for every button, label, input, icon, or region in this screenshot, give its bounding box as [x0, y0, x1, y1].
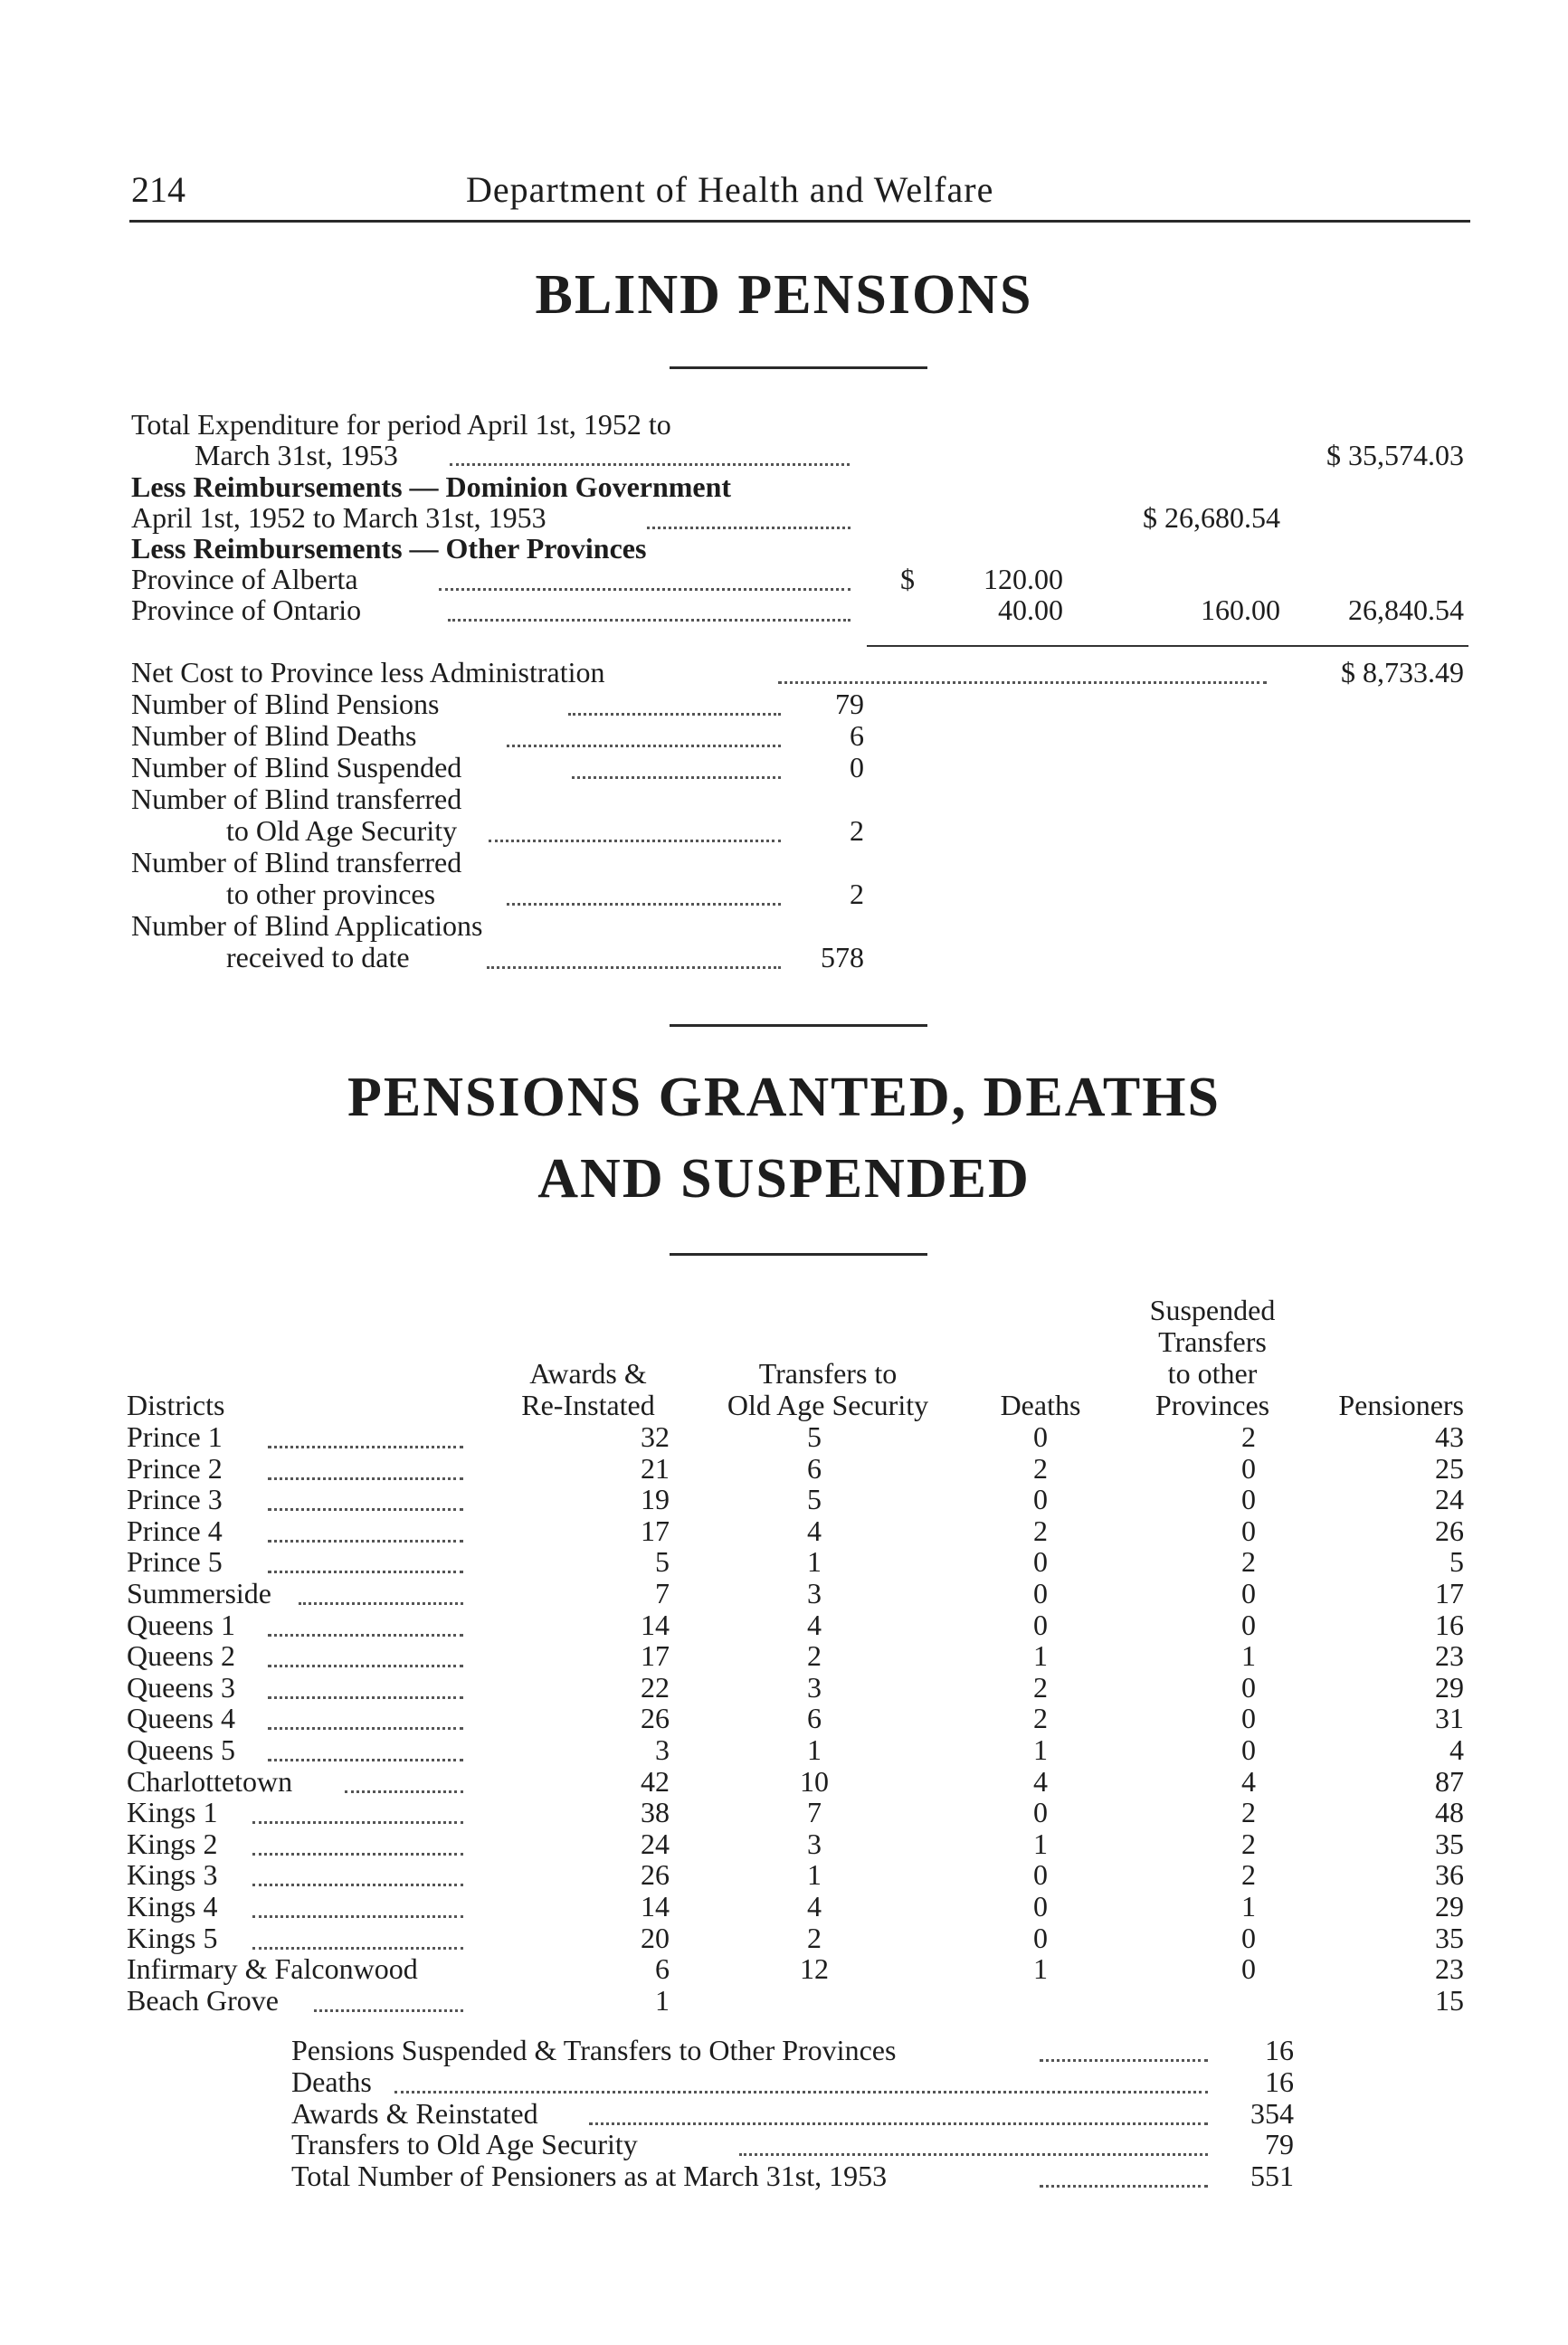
- district-name: Queens 1: [127, 1609, 235, 1641]
- cell-pensioners: 35: [1435, 1922, 1464, 1954]
- summary-value: 16: [1265, 2065, 1294, 2098]
- leader-dots: [507, 745, 781, 747]
- cell-suspended: 0: [1241, 1452, 1256, 1485]
- net-cost-label: Net Cost to Province less Administration: [131, 656, 605, 688]
- cell-deaths: 0: [1033, 1577, 1048, 1609]
- title-rule: [670, 366, 927, 369]
- leader-dots: [252, 1884, 463, 1886]
- col-suspended-l1: Suspended: [1149, 1294, 1276, 1326]
- col-suspended-l4: Provinces: [1155, 1389, 1270, 1421]
- cell-transfers: 1: [807, 1733, 822, 1766]
- page-number: 214: [131, 169, 185, 210]
- cell-transfers: 3: [807, 1577, 822, 1609]
- reimb-dominion-period: April 1st, 1952 to March 31st, 1953: [131, 501, 546, 534]
- cell-transfers: 3: [807, 1671, 822, 1704]
- stat-value: 2: [850, 878, 864, 910]
- net-cost-amount: $ 8,733.49: [1341, 656, 1464, 688]
- col-awards-l1: Awards &: [529, 1357, 647, 1390]
- district-name: Kings 4: [127, 1890, 218, 1923]
- section-title-blind-pensions: BLIND PENSIONS: [535, 264, 1033, 326]
- stat-label-cont: to other provinces: [226, 878, 436, 910]
- cell-pensioners: 26: [1435, 1514, 1464, 1547]
- cell-awards: 3: [655, 1733, 670, 1766]
- cell-deaths: 1: [1033, 1639, 1048, 1672]
- cell-suspended: 1: [1241, 1639, 1256, 1672]
- cell-transfers: 2: [807, 1922, 822, 1954]
- district-name: Charlottetown: [127, 1765, 293, 1798]
- cell-awards: 17: [641, 1639, 670, 1672]
- cell-awards: 14: [641, 1609, 670, 1641]
- col-transfers-l1: Transfers to: [758, 1357, 898, 1390]
- cell-suspended: 0: [1241, 1609, 1256, 1641]
- leader-dots: [394, 2091, 1208, 2093]
- cell-awards: 14: [641, 1890, 670, 1923]
- cell-awards: 32: [641, 1420, 670, 1453]
- summary-label: Transfers to Old Age Security: [291, 2128, 638, 2160]
- cell-pensioners: 16: [1435, 1609, 1464, 1641]
- cell-pensioners: 35: [1435, 1828, 1464, 1860]
- cell-transfers: 4: [807, 1609, 822, 1641]
- cell-transfers: 6: [807, 1702, 822, 1734]
- cell-deaths: 0: [1033, 1545, 1048, 1578]
- cell-pensioners: 29: [1435, 1671, 1464, 1704]
- summary-label: Deaths: [291, 2065, 372, 2098]
- stat-value: 6: [850, 719, 864, 752]
- leader-dots: [268, 1477, 463, 1480]
- stat-label: Number of Blind Suspended: [131, 751, 462, 783]
- leader-dots: [507, 903, 781, 906]
- cell-transfers: 2: [807, 1639, 822, 1672]
- cell-awards: 22: [641, 1671, 670, 1704]
- cell-awards: 6: [655, 1952, 670, 1985]
- cell-deaths: 0: [1033, 1796, 1048, 1828]
- cell-pensioners: 15: [1435, 1984, 1464, 2017]
- alberta-amount: 120.00: [984, 563, 1063, 595]
- cell-awards: 24: [641, 1828, 670, 1860]
- district-name: Kings 3: [127, 1858, 218, 1891]
- cell-suspended: 0: [1241, 1702, 1256, 1734]
- leader-dots: [739, 2153, 1208, 2156]
- cell-awards: 17: [641, 1514, 670, 1547]
- cell-deaths: 0: [1033, 1858, 1048, 1891]
- leader-dots: [268, 1634, 463, 1637]
- cell-suspended: 0: [1241, 1733, 1256, 1766]
- cell-awards: 26: [641, 1858, 670, 1891]
- cell-suspended: 4: [1241, 1765, 1256, 1798]
- summary-value: 551: [1250, 2160, 1294, 2192]
- reimb-dominion-amount: $ 26,680.54: [1143, 501, 1280, 534]
- cell-transfers: 5: [807, 1483, 822, 1515]
- leader-dots: [299, 1602, 463, 1605]
- leader-dots: [314, 2009, 463, 2012]
- cell-pensioners: 43: [1435, 1420, 1464, 1453]
- cell-transfers: 3: [807, 1828, 822, 1860]
- cell-awards: 21: [641, 1452, 670, 1485]
- cell-transfers: 1: [807, 1545, 822, 1578]
- stat-value: 578: [821, 941, 864, 973]
- leader-dots: [268, 1571, 463, 1573]
- leader-dots: [568, 713, 781, 716]
- col-awards-l2: Re-Instated: [521, 1389, 655, 1421]
- district-name: Kings 1: [127, 1796, 218, 1828]
- cell-transfers: 4: [807, 1890, 822, 1923]
- section-rule: [670, 1024, 927, 1027]
- stat-value: 0: [850, 751, 864, 783]
- cell-suspended: 2: [1241, 1828, 1256, 1860]
- cell-transfers: 12: [800, 1952, 829, 1985]
- cell-suspended: 1: [1241, 1890, 1256, 1923]
- cell-suspended: 0: [1241, 1671, 1256, 1704]
- section-title-line1: PENSIONS GRANTED, DEATHS: [347, 1067, 1221, 1128]
- section-title-line2: AND SUSPENDED: [537, 1148, 1031, 1210]
- leader-dots: [252, 1915, 463, 1918]
- cell-transfers: 1: [807, 1858, 822, 1891]
- district-name: Kings 5: [127, 1922, 218, 1954]
- cell-awards: 19: [641, 1483, 670, 1515]
- col-deaths: Deaths: [1000, 1389, 1081, 1421]
- cell-pensioners: 25: [1435, 1452, 1464, 1485]
- leader-dots: [268, 1665, 463, 1667]
- cell-awards: 5: [655, 1545, 670, 1578]
- cell-deaths: 2: [1033, 1702, 1048, 1734]
- leader-dots: [439, 588, 851, 591]
- header-rule: [129, 220, 1470, 223]
- cell-pensioners: 36: [1435, 1858, 1464, 1891]
- leader-dots: [268, 1446, 463, 1448]
- district-name: Queens 4: [127, 1702, 235, 1734]
- cell-pensioners: 23: [1435, 1952, 1464, 1985]
- cell-pensioners: 31: [1435, 1702, 1464, 1734]
- cell-transfers: 7: [807, 1796, 822, 1828]
- cell-deaths: 2: [1033, 1452, 1048, 1485]
- cell-deaths: 4: [1033, 1765, 1048, 1798]
- cell-suspended: 2: [1241, 1796, 1256, 1828]
- leader-dots: [345, 1790, 463, 1793]
- cell-deaths: 0: [1033, 1609, 1048, 1641]
- stat-label: Number of Blind Pensions: [131, 688, 440, 720]
- cell-deaths: 0: [1033, 1483, 1048, 1515]
- summary-label: Total Number of Pensioners as at March 31st, 1953: [291, 2160, 888, 2192]
- cell-suspended: 0: [1241, 1514, 1256, 1547]
- stat-label: Number of Blind transferred: [131, 846, 462, 878]
- stat-label: Number of Blind Applications: [131, 909, 483, 942]
- summary-label: Pensions Suspended & Transfers to Other Provinces: [291, 2034, 897, 2066]
- cell-pensioners: 24: [1435, 1483, 1464, 1515]
- cell-deaths: 2: [1033, 1514, 1048, 1547]
- alberta-label: Province of Alberta: [131, 563, 358, 595]
- col-pensioners: Pensioners: [1338, 1389, 1464, 1421]
- leader-dots: [268, 1727, 463, 1730]
- cell-suspended: 0: [1241, 1952, 1256, 1985]
- cell-awards: 1: [655, 1984, 670, 2017]
- stat-label-cont: to Old Age Security: [226, 814, 458, 847]
- leader-dots: [252, 1853, 463, 1856]
- cell-deaths: 1: [1033, 1828, 1048, 1860]
- cell-suspended: 0: [1241, 1922, 1256, 1954]
- district-name: Kings 2: [127, 1828, 218, 1860]
- cell-pensioners: 17: [1435, 1577, 1464, 1609]
- stat-label-cont: received to date: [226, 941, 410, 973]
- leader-dots: [268, 1759, 463, 1761]
- cell-pensioners: 48: [1435, 1796, 1464, 1828]
- cell-awards: 42: [641, 1765, 670, 1798]
- cell-pensioners: 23: [1435, 1639, 1464, 1672]
- cell-suspended: 0: [1241, 1577, 1256, 1609]
- leader-dots: [252, 1821, 463, 1824]
- cell-awards: 26: [641, 1702, 670, 1734]
- cell-pensioners: 4: [1449, 1733, 1464, 1766]
- summary-value: 79: [1265, 2128, 1294, 2160]
- district-name: Prince 4: [127, 1514, 223, 1547]
- ontario-label: Province of Ontario: [131, 593, 362, 626]
- summary-value: 16: [1265, 2034, 1294, 2066]
- district-name: Prince 2: [127, 1452, 223, 1485]
- stat-label: Number of Blind transferred: [131, 783, 462, 815]
- leader-dots: [252, 1947, 463, 1950]
- leader-dots: [448, 619, 851, 622]
- col-suspended-l2: Transfers: [1158, 1325, 1267, 1358]
- leader-dots: [1040, 2185, 1208, 2188]
- district-name: Queens 3: [127, 1671, 235, 1704]
- leader-dots: [487, 966, 781, 969]
- cell-suspended: 2: [1241, 1545, 1256, 1578]
- reimb-dominion-heading: Less Reimbursements — Dominion Government: [131, 470, 732, 503]
- district-name: Queens 5: [127, 1733, 235, 1766]
- cell-transfers: 6: [807, 1452, 822, 1485]
- summary-value: 354: [1250, 2097, 1294, 2130]
- other-provinces-subtotal: 160.00: [1201, 593, 1280, 626]
- running-title: Department of Health and Welfare: [466, 169, 994, 210]
- cell-suspended: 2: [1241, 1858, 1256, 1891]
- stat-value: 2: [850, 814, 864, 847]
- district-name: Summerside: [127, 1577, 271, 1609]
- cell-awards: 7: [655, 1577, 670, 1609]
- cell-deaths: 1: [1033, 1733, 1048, 1766]
- district-name: Beach Grove: [127, 1984, 279, 2017]
- cell-deaths: 0: [1033, 1890, 1048, 1923]
- expenditure-line1: Total Expenditure for period April 1st, 1952 to: [131, 408, 671, 441]
- alberta-dollar: $: [900, 563, 915, 595]
- leader-dots: [1040, 2059, 1208, 2062]
- reimb-other-heading: Less Reimbursements — Other Provinces: [131, 532, 647, 565]
- district-name: Prince 1: [127, 1420, 223, 1453]
- leader-dots: [268, 1540, 463, 1543]
- total-reimbursements: 26,840.54: [1348, 593, 1464, 626]
- district-name: Infirmary & Falconwood: [127, 1952, 418, 1985]
- cell-transfers: 5: [807, 1420, 822, 1453]
- stat-label: Number of Blind Deaths: [131, 719, 417, 752]
- cell-deaths: 2: [1033, 1671, 1048, 1704]
- leader-dots: [572, 776, 781, 779]
- cell-deaths: 0: [1033, 1922, 1048, 1954]
- leader-dots: [647, 527, 851, 529]
- leader-dots: [589, 2122, 1208, 2125]
- stat-value: 79: [835, 688, 864, 720]
- leader-dots: [268, 1696, 463, 1699]
- expenditure-total: $ 35,574.03: [1326, 439, 1464, 471]
- cell-awards: 20: [641, 1922, 670, 1954]
- district-name: Prince 3: [127, 1483, 223, 1515]
- col-districts: Districts: [127, 1389, 225, 1421]
- col-transfers-l2: Old Age Security: [727, 1389, 929, 1421]
- title-rule: [670, 1253, 927, 1256]
- cell-transfers: 10: [800, 1765, 829, 1798]
- cell-suspended: 0: [1241, 1483, 1256, 1515]
- cell-pensioners: 29: [1435, 1890, 1464, 1923]
- cell-deaths: 1: [1033, 1952, 1048, 1985]
- leader-dots: [489, 840, 781, 842]
- leader-dots: [268, 1508, 463, 1511]
- cell-awards: 38: [641, 1796, 670, 1828]
- summary-label: Awards & Reinstated: [291, 2097, 538, 2130]
- leader-dots: [450, 463, 850, 466]
- district-name: Queens 2: [127, 1639, 235, 1672]
- district-name: Prince 5: [127, 1545, 223, 1578]
- expenditure-line2: March 31st, 1953: [195, 439, 398, 471]
- leader-dots: [778, 681, 1267, 684]
- sum-rule: [867, 645, 1468, 647]
- cell-pensioners: 87: [1435, 1765, 1464, 1798]
- col-suspended-l3: to other: [1167, 1357, 1258, 1390]
- cell-deaths: 0: [1033, 1420, 1048, 1453]
- ontario-amount: 40.00: [998, 593, 1063, 626]
- cell-suspended: 2: [1241, 1420, 1256, 1453]
- cell-pensioners: 5: [1449, 1545, 1464, 1578]
- cell-transfers: 4: [807, 1514, 822, 1547]
